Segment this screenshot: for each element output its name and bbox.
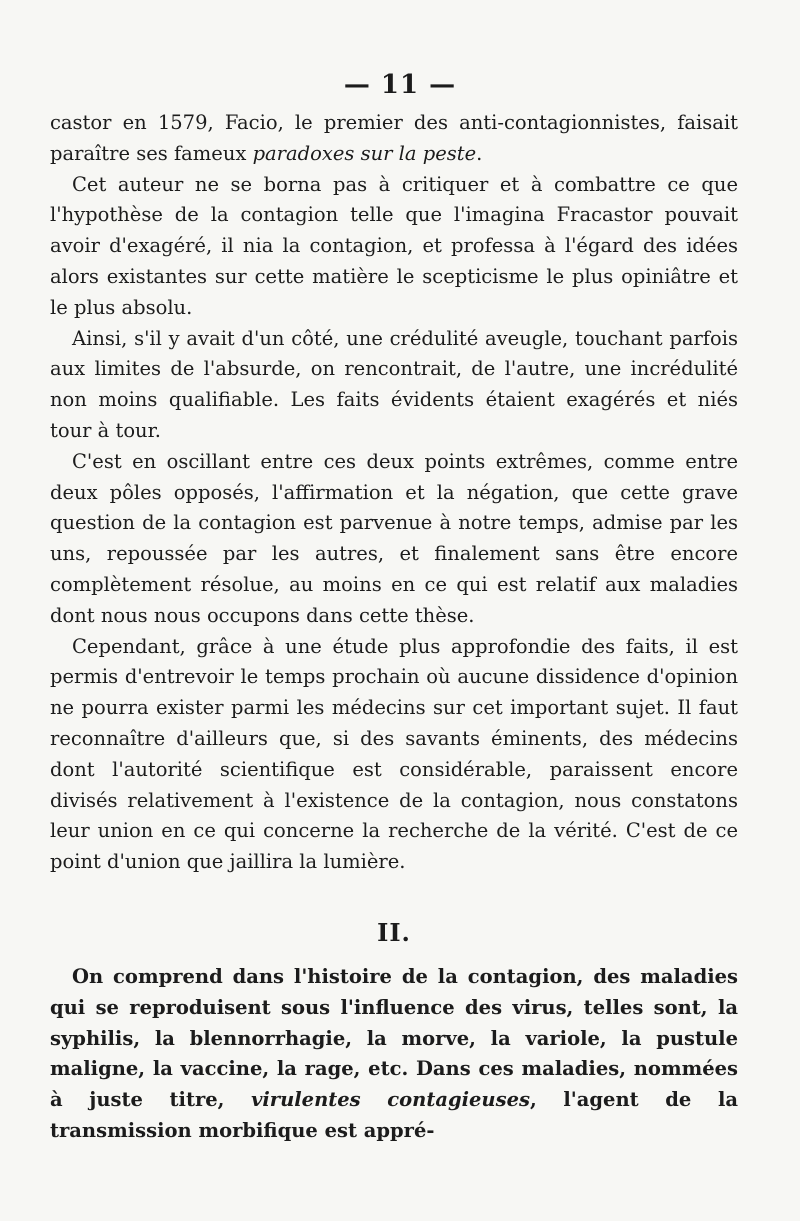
paragraph-3: Ainsi, s'il y avait d'un côté, une crédulité aveugle, touchant parfois aux limites de l'absurde, on rencontrait, de l'autre, une incrédulité non moins qualifiable. Les faits évidents étaient exagérés et niés tour à tour. [50,326,738,442]
page-body [50,108,738,1147]
book-title-italic: paradoxes sur la peste [252,141,477,165]
paragraph-5: Cependant, grâce à une étude plus approfondie des faits, il est permis d'entrevoir le temps prochain où aucune dissidence d'opinion ne pourra exister parmi les médecins sur cet important sujet. Il faut reconnaître d'ailleurs que, si des savants éminents, des médecins dont l'autorité scientifique est considérable, paraissent encore divisés relativement à l'existence de la contagion, nous constatons leur union en ce qui concerne la recherche de la vérité. C'est de ce point d'union que jaillira la lumière. [50,634,738,874]
page-number: — 11 — [343,70,457,100]
paragraph-1-text-b: . [476,141,483,165]
paragraph-4: C'est en oscillant entre ces deux points extrêmes, comme entre deux pôles opposés, l'affirmation et la négation, que cette grave question de la contagion est parvenue à notre temps, admise par les uns, repoussée par les autres, et finalement sans être encore complètement résolue, au moins en ce qui est relatif aux maladies dont nous nous occupons dans cette thèse. [50,449,738,627]
section-paragraph-text-b: , l'agent de la transmission morbifique est appré- [50,1088,738,1142]
section-paragraph-text-a: On comprend dans l'histoire de la contagion, des maladies qui se reproduisent sous l'influence des virus, telles sont, la syphilis, la blennorrhagie, la morve, la variole, la pustule maligne, la vaccine, la rage, etc. Dans ces maladies, nommées à juste titre, [50,964,738,1112]
section-heading: II. [377,917,411,947]
section-paragraph [50,962,738,1147]
paragraph-2: Cet auteur ne se borna pas à critiquer et à combattre ce que l'hypothèse de la contagion telle que l'imagina Fracastor pouvait avoir d'exagéré, il nia la contagion, et professa à l'égard des idées alors existantes sur cette matière le scepticisme le plus opiniâtre et le plus absolu. [50,172,738,319]
paragraph-1-text-a: castor en 1579, Facio, le premier des anti-contagionnistes, faisait paraître ses fameux [50,111,738,165]
virulentes-contagieuses-italic: virulentes contagieuses [251,1088,530,1112]
paragraph-1 [50,108,738,170]
